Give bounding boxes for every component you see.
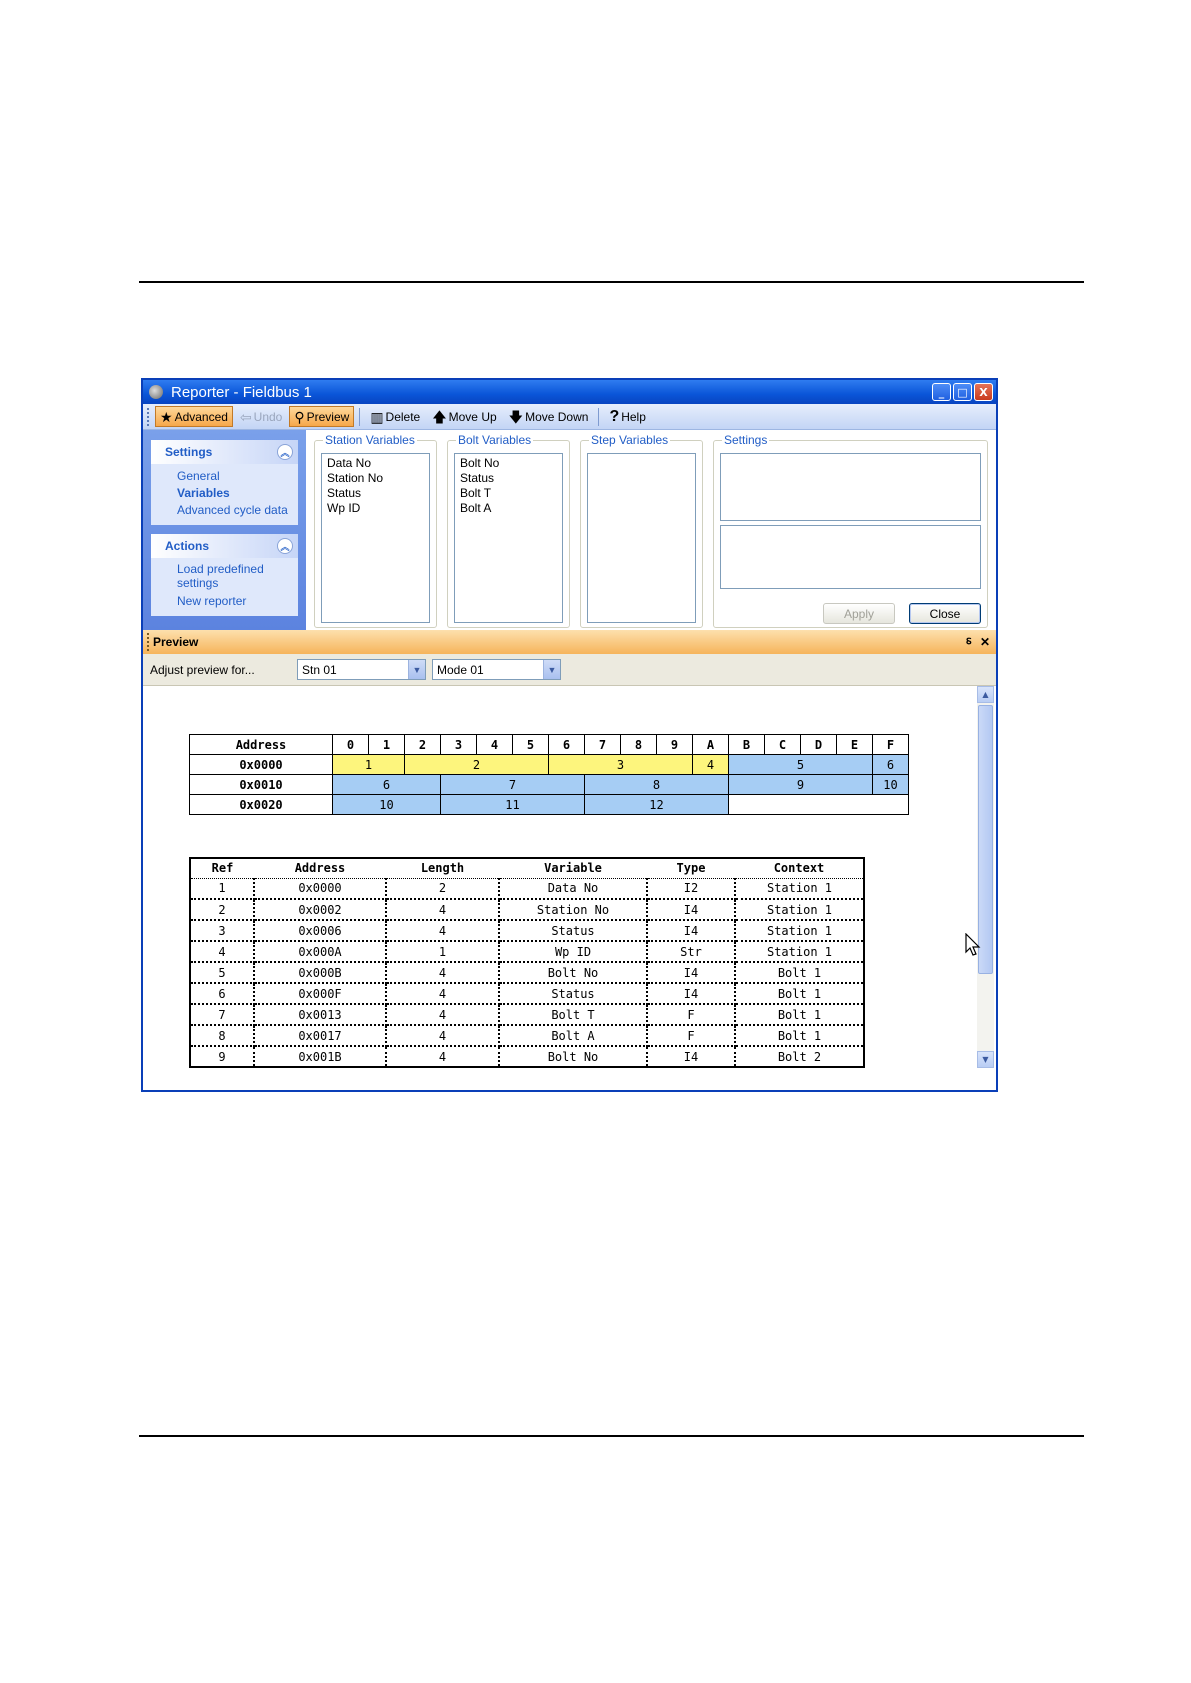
ref-column-header: Length [386,858,499,878]
table-cell: 6 [190,983,254,1004]
address-column-header: A [693,735,729,755]
address-column-header: 4 [477,735,513,755]
arrow-down-icon: 🡇 [508,408,524,425]
scroll-down-icon[interactable]: ▼ [977,1051,994,1068]
bolt-variables-group [447,433,570,628]
undo-arrow-icon: ⇦ [239,408,252,425]
list-item[interactable]: Data No [327,456,372,470]
table-cell: Data No [499,878,647,899]
taskpane-item-general[interactable]: General [177,469,220,483]
table-cell: Station 1 [735,899,864,920]
address-column-header: F [873,735,909,755]
star-icon: ★ [160,408,173,425]
ref-column-header: Context [735,858,864,878]
address-map-cell [729,795,909,815]
scroll-up-icon[interactable]: ▲ [977,686,994,703]
table-cell: 5 [190,962,254,983]
address-map-cell: 9 [729,775,873,795]
table-cell: I4 [647,1046,735,1067]
step-variables-label: Step Variables [591,433,669,447]
preview-title: Preview [153,635,199,649]
maximize-button[interactable]: □ [953,383,972,401]
page-bottom-rule [139,1435,1084,1437]
table-cell: Status [499,920,647,941]
apply-button[interactable]: Apply [823,603,895,624]
trash-icon: ▥ [370,408,384,425]
table-cell: Bolt 2 [735,1046,864,1067]
table-cell: 1 [386,941,499,962]
collapse-icon[interactable]: ︽ [277,444,293,460]
move-down-button[interactable]: 🡇 Move Down [508,408,589,425]
table-row [190,878,864,899]
address-column-header: 2 [405,735,441,755]
reference-table [189,857,865,1068]
settings-box-upper[interactable] [720,453,981,521]
table-cell: 9 [190,1046,254,1067]
minimize-button[interactable]: _ [932,383,951,401]
table-cell: Wp ID [499,941,647,962]
question-icon: ? [609,407,620,425]
table-row [190,941,864,962]
address-map-cell: 4 [693,755,729,775]
reporter-window [141,378,998,1092]
table-cell: F [647,1025,735,1046]
toolbar [143,404,996,430]
actions-section [151,534,298,616]
table-cell: Status [499,983,647,1004]
settings-group [713,433,988,628]
table-cell: Station 1 [735,941,864,962]
address-map-row [190,775,909,795]
address-map-cell: 6 [873,755,909,775]
table-cell: 4 [386,920,499,941]
task-pane [143,430,306,630]
address-map-cell: 1 [333,755,405,775]
table-cell: 0x000F [254,983,386,1004]
page-top-rule [139,281,1084,283]
address-column-header: 5 [513,735,549,755]
list-item[interactable]: Bolt T [460,486,492,500]
address-column-header: E [837,735,873,755]
address-map-row [190,755,909,775]
address-map-table [189,734,909,815]
address-map-cell: 7 [441,775,585,795]
row-address: 0x0010 [190,775,333,795]
table-cell: 0x0002 [254,899,386,920]
advanced-button[interactable]: ★ Advanced [155,406,233,427]
undo-button[interactable]: ⇦ Undo [239,408,283,425]
table-cell: Bolt 1 [735,1025,864,1046]
table-cell: Station No [499,899,647,920]
preview-grip[interactable] [147,633,150,651]
station-select[interactable]: Stn 01 ▼ [297,659,426,680]
table-cell: 0x0013 [254,1004,386,1025]
table-cell: 4 [386,1025,499,1046]
row-address: 0x0020 [190,795,333,815]
toolbar-separator [359,408,360,426]
address-column-header: 3 [441,735,477,755]
editor-area [143,430,996,630]
help-button[interactable]: ? Help [609,407,646,425]
vertical-scrollbar[interactable] [977,686,994,1068]
table-cell: 4 [386,1004,499,1025]
actions-section-header[interactable]: Actions ︽ [151,534,298,558]
step-variables-list[interactable] [587,453,696,623]
table-cell: I4 [647,962,735,983]
ref-column-header: Address [254,858,386,878]
mode-select[interactable]: Mode 01 ▼ [432,659,561,680]
list-item[interactable]: Wp ID [327,501,361,515]
list-item[interactable]: Station No [327,471,384,485]
table-cell: Bolt T [499,1004,647,1025]
pin-icon[interactable]: ⸹ [965,635,972,650]
ref-column-header: Ref [190,858,254,878]
table-cell: 2 [386,878,499,899]
table-cell: 0x000A [254,941,386,962]
table-cell: 0x001B [254,1046,386,1067]
table-cell: 4 [386,962,499,983]
address-column-header: 0 [333,735,369,755]
table-cell: I4 [647,983,735,1004]
address-column-header: 7 [585,735,621,755]
toolbar-separator [598,408,599,426]
taskpane-item-load-predefined-settings[interactable]: Load predefined settings [177,562,264,590]
address-map-cell: 8 [585,775,729,795]
chevron-down-icon[interactable]: ▼ [543,660,560,679]
address-map-row [190,795,909,815]
move-up-button[interactable]: 🡅 Move Up [432,408,497,425]
preview-header [143,630,996,654]
preview-canvas[interactable] [143,686,996,1068]
toolbar-grip[interactable] [147,408,150,426]
station-variables-label: Station Variables [325,433,415,447]
table-cell: 0x0006 [254,920,386,941]
table-row [190,1046,864,1067]
delete-button[interactable]: ▥ Delete [370,408,421,425]
close-window-button[interactable]: X [974,383,993,401]
address-column-header: 1 [369,735,405,755]
list-item[interactable]: Bolt No [460,456,500,470]
table-cell: I4 [647,920,735,941]
ref-column-header: Type [647,858,735,878]
settings-section [151,440,298,525]
address-column-header: B [729,735,765,755]
table-cell: 4 [386,1046,499,1067]
list-item[interactable]: Status [460,471,495,485]
list-item[interactable]: Bolt A [460,501,492,515]
table-row [190,983,864,1004]
preview-button[interactable]: ⚲ Preview [289,406,354,427]
magnifier-icon: ⚲ [294,408,305,425]
table-cell: 3 [190,920,254,941]
collapse-icon[interactable]: ︽ [277,538,293,554]
settings-section-header[interactable]: Settings ︽ [151,440,298,464]
table-cell: Station 1 [735,878,864,899]
table-cell: I2 [647,878,735,899]
table-cell: Bolt A [499,1025,647,1046]
table-cell: 8 [190,1025,254,1046]
table-cell: Station 1 [735,920,864,941]
row-address: 0x0000 [190,755,333,775]
table-row [190,1025,864,1046]
table-row [190,920,864,941]
settings-group-label: Settings [724,433,768,447]
preview-adjust-bar [143,654,996,686]
settings-box-lower[interactable] [720,525,981,589]
table-cell: 0x0000 [254,878,386,899]
chevron-down-icon[interactable]: ▼ [408,660,425,679]
address-map-cell: 2 [405,755,549,775]
station-variables-list[interactable] [321,453,430,623]
table-cell: 1 [190,878,254,899]
table-cell: 0x000B [254,962,386,983]
close-preview-icon[interactable]: ✕ [979,635,990,649]
address-map-cell: 11 [441,795,585,815]
address-map-cell: 5 [729,755,873,775]
table-cell: Bolt 1 [735,1004,864,1025]
table-cell: 4 [386,983,499,1004]
table-cell: 4 [190,941,254,962]
address-map-cell: 10 [333,795,441,815]
window-title: Reporter - Fieldbus 1 [171,383,312,401]
table-cell: 4 [386,899,499,920]
list-item[interactable]: Status [327,486,362,500]
mouse-cursor-icon [965,933,981,957]
address-column-header: 9 [657,735,693,755]
table-cell: 0x0017 [254,1025,386,1046]
table-cell: F [647,1004,735,1025]
table-cell: Bolt 1 [735,962,864,983]
table-cell: 7 [190,1004,254,1025]
ref-column-header: Variable [499,858,647,878]
bolt-variables-list[interactable] [454,453,563,623]
table-cell: Bolt No [499,1046,647,1067]
table-cell: 2 [190,899,254,920]
table-cell: I4 [647,899,735,920]
address-map-cell: 10 [873,775,909,795]
station-variables-group [314,433,437,628]
address-map-cell: 6 [333,775,441,795]
address-column-header: D [801,735,837,755]
app-icon [149,385,163,399]
address-map-cell: 12 [585,795,729,815]
address-column-header: 6 [549,735,585,755]
address-column-header: 8 [621,735,657,755]
arrow-up-icon: 🡅 [432,408,447,425]
adjust-preview-label: Adjust preview for... [150,662,255,677]
table-cell: Bolt 1 [735,983,864,1004]
taskpane-item-new-reporter[interactable]: New reporter [177,594,247,608]
table-cell: Bolt No [499,962,647,983]
table-cell: Str [647,941,735,962]
table-row [190,962,864,983]
taskpane-item-variables[interactable]: Variables [177,486,230,500]
table-row [190,1004,864,1025]
variable-groups [306,430,996,630]
title-bar[interactable] [143,380,996,404]
bolt-variables-label: Bolt Variables [458,433,532,447]
taskpane-item-advanced-cycle-data[interactable]: Advanced cycle data [177,503,288,517]
table-row [190,899,864,920]
step-variables-group [580,433,703,628]
address-map-cell: 3 [549,755,693,775]
address-column-header: C [765,735,801,755]
address-map-header: Address [190,735,333,755]
close-button[interactable]: Close [909,603,981,624]
